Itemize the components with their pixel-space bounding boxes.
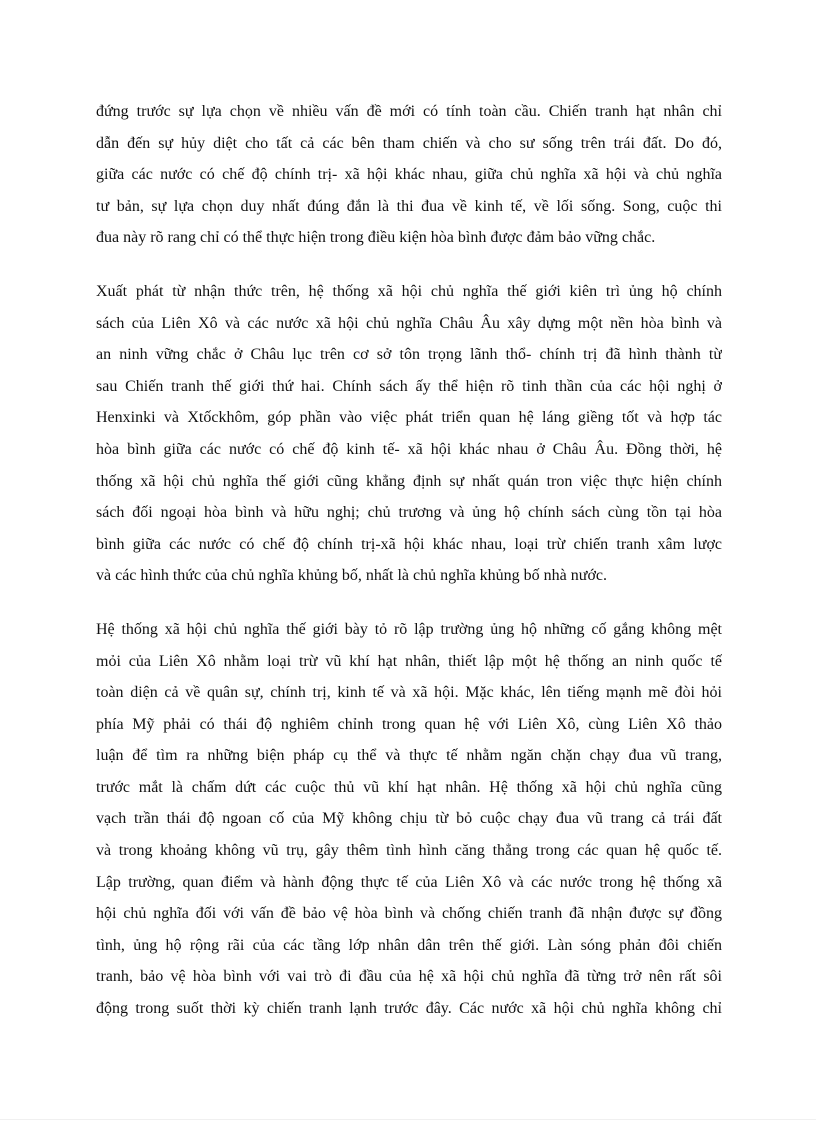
text-line: toàn diện cả về quân sự, chính trị, kinh tế và xã hội. Mặc khác, lên tiếng mạnh mẽ đòi hỏi (96, 684, 722, 702)
text-line: tình, ủng hộ rộng rãi của các tầng lớp nhân dân trên thế giới. Làn sóng phản đôi chiến (96, 936, 722, 954)
document-page (96, 96, 722, 1047)
text-line: trước mắt là chấm dứt các cuộc thủ vũ khí hạt nhân. Hệ thống xã hội chủ nghĩa cũng (96, 778, 722, 796)
paragraph-2 (96, 276, 722, 592)
text-line: đứng trước sự lựa chọn về nhiều vấn đề mới có tính toàn cầu. Chiến tranh hạt nhân chỉ (96, 103, 722, 120)
text-line: đua này rõ rang chỉ có thể thực hiện trong điều kiện hòa bình được đảm bảo vững chắc. (96, 229, 656, 247)
text-line: hòa bình giữa các nước có chế độ kinh tế- xã hội khác nhau ở Châu Âu. Đồng thời, hệ (96, 440, 722, 458)
text-line: hội chủ nghĩa đối với vấn đề bảo vệ hòa bình và chống chiến tranh đã nhận được sự đồng (96, 905, 722, 923)
text-line: an ninh vững chắc ở Châu lục trên cơ sở tôn trọng lãnh thổ- chính trị đã hình thành từ (96, 346, 722, 364)
text-line: dẫn đến sự hủy diệt cho tất cả các bên tham chiến và cho sư sống trên trái đất. Do đó, (96, 134, 722, 152)
text-line: vạch trần thái độ ngoan cố của Mỹ không chịu từ bỏ cuộc chạy đua vũ trang cả trái đất (96, 810, 722, 828)
text-line: Xuất phát từ nhận thức trên, hệ thống xã hội chủ nghĩa thế giới kiên trì ủng hộ chính (96, 282, 722, 300)
text-line: và trong khoảng không vũ trụ, gây thêm tình hình căng thẳng trong các quan hệ quốc tế. (96, 842, 722, 860)
text-line: Lập trường, quan điểm và hành động thực tế của Liên Xô và các nước trong hệ thống xã (96, 873, 722, 891)
text-line: sách đối ngoại hòa bình và hữu nghị; chủ trương và ủng hộ chính sách cùng tồn tại hòa (96, 504, 722, 522)
text-line: mỏi của Liên Xô nhằm loại trừ vũ khí hạt nhân, thiết lập một hệ thống an ninh quốc tế (96, 652, 722, 670)
text-line: thống xã hội chủ nghĩa thế giới cũng khẳng định sự nhất quán tron việc thực hiện chính (96, 472, 722, 490)
text-line: động trong suốt thời kỳ chiến tranh lạnh trước đây. Các nước xã hội chủ nghĩa không chỉ (96, 1000, 722, 1018)
paragraph-1 (96, 96, 722, 254)
text-line: Hệ thống xã hội chủ nghĩa thế giới bày tỏ rõ lập trường ủng hộ những cố gắng không mệt (96, 620, 722, 638)
text-line: Henxinki và Xtốckhôm, góp phần vào việc phát triển quan hệ láng giềng tốt và hợp tác (96, 409, 722, 427)
text-line: và các hình thức của chủ nghĩa khủng bố, nhất là chủ nghĩa khủng bố nhà nước. (96, 567, 607, 585)
text-line: bình giữa các nước có chế độ chính trị-xã hội khác nhau, loại trừ chiến tranh xâm lược (96, 535, 722, 553)
text-line: luận để tìm ra những biện pháp cụ thể và thực tế nhằm ngăn chặn chạy đua vũ trang, (96, 747, 722, 765)
text-line: giữa các nước có chế độ chính trị- xã hội khác nhau, giữa chủ nghĩa xã hội và chủ nghĩa (96, 166, 722, 184)
text-line: sau Chiến tranh thế giới thứ hai. Chính sách ấy thể hiện rõ tinh thần của các hội nghị ở (96, 377, 722, 395)
page-bottom-edge (0, 1119, 816, 1120)
text-line: phía Mỹ phải có thái độ nghiêm chỉnh trong quan hệ với Liên Xô, cùng Liên Xô thảo (96, 715, 722, 733)
text-line: tranh, bảo vệ hòa bình với vai trò đi đầu của hệ xã hội chủ nghĩa đã từng trở nên rất sôi (96, 968, 722, 986)
paragraph-3 (96, 614, 722, 1025)
text-line: sách của Liên Xô và các nước xã hội chủ nghĩa Châu Âu xây dựng một nền hòa bình và (96, 314, 722, 332)
text-line: tư bản, sự lựa chọn duy nhất đúng đắn là thi đua về kinh tế, về lối sống. Song, cuộc thi (96, 197, 722, 215)
